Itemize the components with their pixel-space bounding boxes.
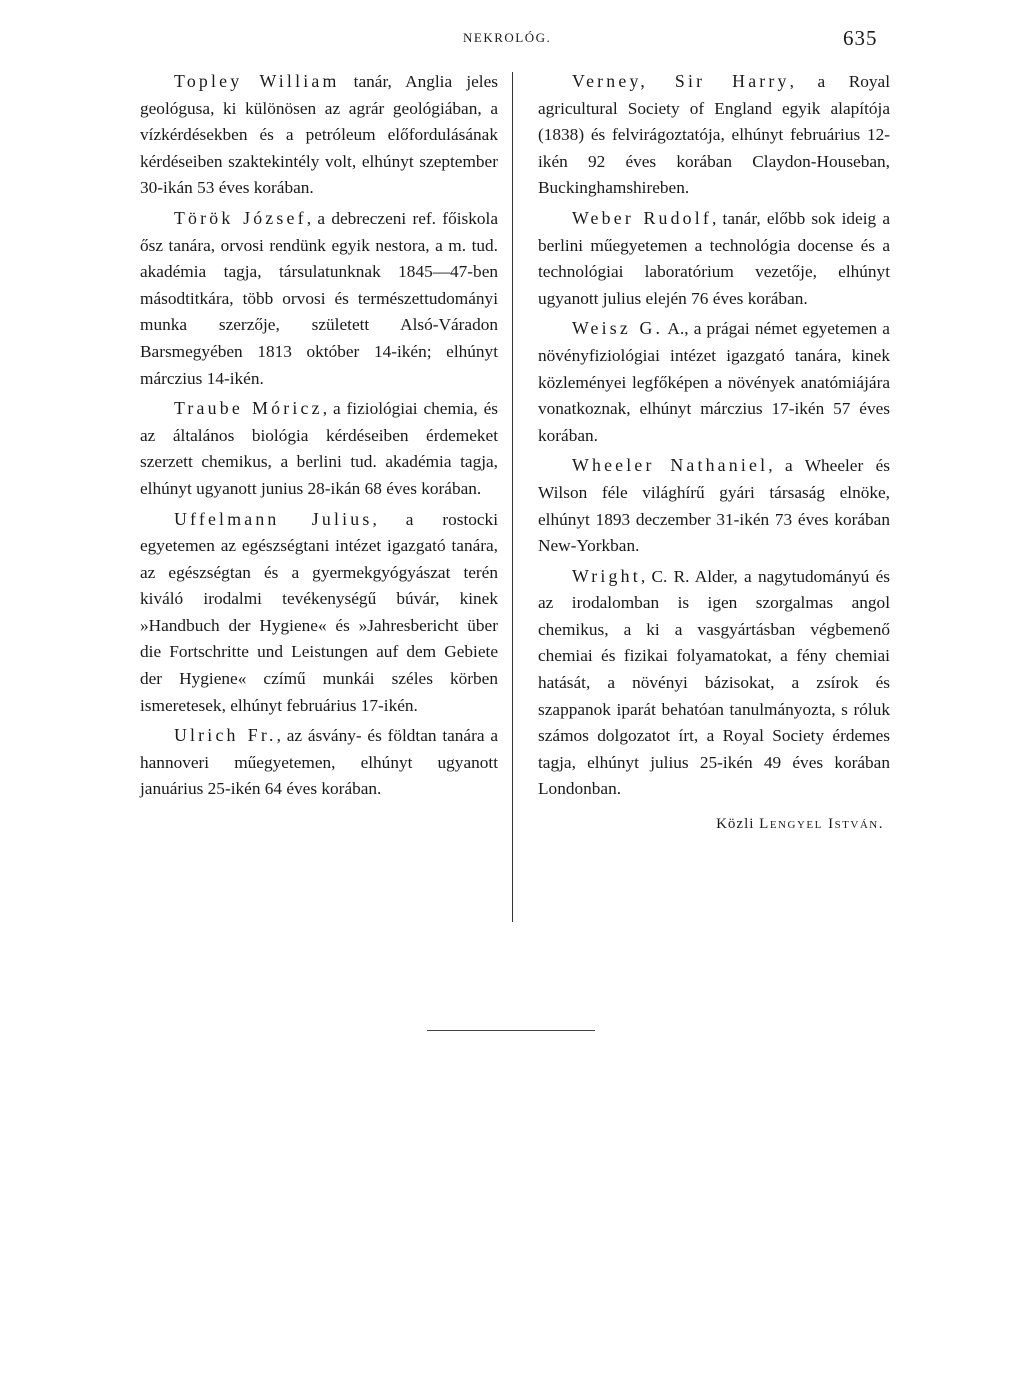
entry-text: , a rostocki egyetemen az egészségtani intézet igazgató tanára, az egészségtan és a gyermekgyógyászat terén kiváló irodalmi tevékenységű búvár, kinek »Handbuch der Hygiene« és »Jahresbericht über die Fortschritte und Leistungen auf dem Gebiete der Hygiene« czímű munkái széles körben ismeretesek, elhúnyt februárius 17-ikén. (140, 509, 498, 715)
entry-name: Topley William (174, 71, 340, 91)
signature-prefix: Közli (716, 816, 760, 833)
entry-text: , a Wheeler és Wilson féle világhírű gyári társaság elnöke, elhúnyt 1893 deczember 31-ikén 73 éves korában New-Yorkban. (538, 456, 890, 556)
entry-name: Verney, Sir Harry (572, 71, 790, 91)
obituary-entry (538, 68, 890, 202)
entry-name: Török József (174, 207, 307, 228)
entry-text: , a fiziológiai chemia, és az általános biológia kérdéseiben érdemeket szerzett chemikus, a berlini tud. akadémia tagja, elhúnyt ugyanott junius 28-ikán 68 éves korában. (140, 399, 498, 498)
obituary-entry (140, 395, 498, 502)
obituary-entry (538, 563, 890, 803)
end-rule (427, 1030, 595, 1031)
obituary-entry (538, 205, 890, 312)
entry-name: Weber Rudolf (572, 207, 713, 228)
obituary-entry (538, 452, 890, 559)
right-column (538, 68, 890, 838)
left-column (140, 68, 498, 806)
obituary-entry (538, 315, 890, 449)
entry-text: A., a prágai német egyetemen a növényfiziológiai intézet igazgató tanára, kinek közleményei legfőképen a növények anatómiájára vonatkoznak, elhúnyt márczius 17-ikén 57 éves korában. (538, 319, 890, 445)
entry-name: Traube Móricz (174, 398, 323, 419)
entry-text: , C. R. Alder, a nagytudományú és az irodalomban is igen szorgalmas angol chemikus, a ki a vasgyártásban végbemenő chemiai és fizikai folyamatokat, a fény chemiai hatását, a növényi bázisokat, a zsírok és szappanok iparát behatóan tanulmányozta, s róluk számos dolgozatot írt, a Royal Society érdemes tagja, elhúnyt julius 25-ikén 49 éves korában Londonban. (538, 566, 890, 799)
entry-text: , tanár, előbb sok ideig a berlini műegyetemen a technológia docense és a technológiai laboratórium vezetője, elhúnyt ugyanott julius elején 76 éves korában. (538, 208, 890, 308)
obituary-entry (140, 722, 498, 803)
obituary-entry (140, 68, 498, 202)
signature (538, 811, 890, 838)
entry-text: , a debreczeni ref. főiskola ősz tanára, orvosi rendünk egyik nestora, a m. tud. akadémia tagja, társulatunknak 1845—47-ben másodtitkára, több orvosi és természettudományi munka szerzője, született Alsó-Váradon Barsmegyében 1813 október 14-ikén; elhúnyt márczius 14-ikén. (140, 208, 498, 388)
entry-name: Wheeler Nathaniel (572, 455, 769, 476)
entry-text: , az ásvány- és földtan tanára a hannoveri műegyetemen, elhúnyt ugyanott januárius 25-ikén 64 éves korában. (140, 726, 498, 799)
entry-name: Ulrich Fr. (174, 725, 277, 746)
entry-name: Wright (572, 565, 641, 586)
running-head (0, 26, 1024, 54)
signature-author: Lengyel István. (759, 816, 884, 833)
entry-text: , a Royal agricultural Society of England egyik alapítója (1838) és felvirágoztatója, elhúnyt februárius 12-ikén 92 éves korában Claydon-Houseban, Buckinghamshireben. (538, 72, 890, 198)
entry-text: tanár, Anglia jeles geológusa, ki különösen az agrár geológiában, a vízkérdésekben és a petróleum előfordulásának kérdéseiben szaktekintély volt, elhúnyt szeptember 30-ikán 53 éves korában. (140, 72, 498, 198)
obituary-entry (140, 205, 498, 392)
page-number: 635 (843, 26, 878, 50)
entry-name: Weisz G. (572, 318, 664, 339)
obituary-entry (140, 506, 498, 720)
running-head-title: NEKROLÓG. (463, 30, 552, 45)
column-divider (512, 72, 513, 922)
entry-name: Uffelmann Julius (174, 508, 373, 529)
